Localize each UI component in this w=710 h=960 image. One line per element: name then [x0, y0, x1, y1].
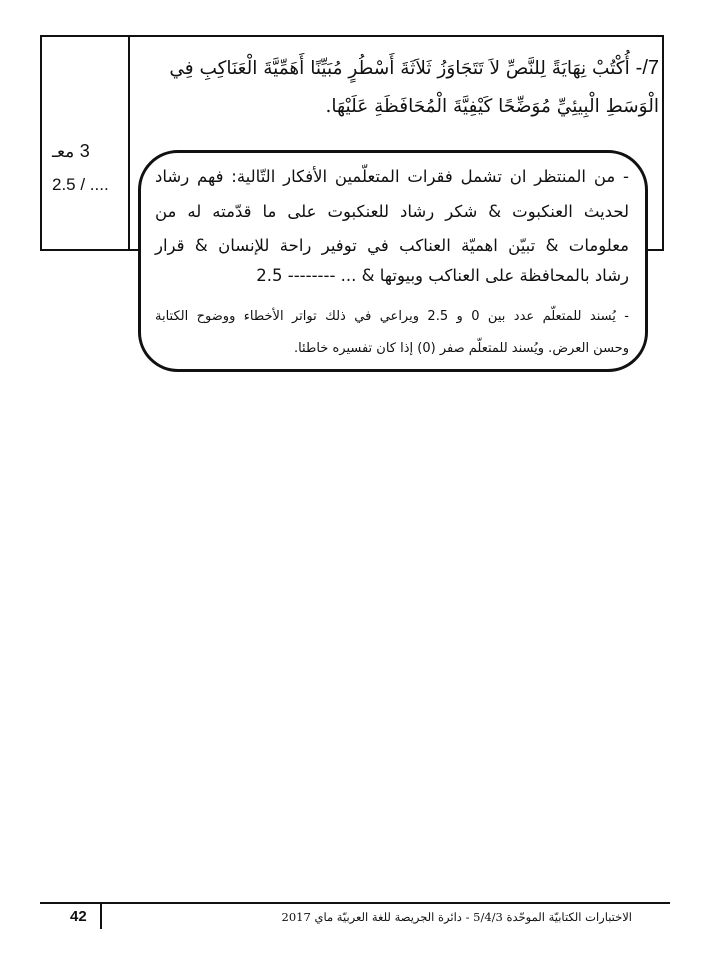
question-text-block — [137, 49, 659, 126]
answer-line-4: رشاد بالمحافظة على العناكب وبيوتها & ... -------- 2.5 — [256, 266, 629, 285]
column-divider — [128, 37, 130, 249]
score-max-value: 3 — [79, 141, 90, 161]
score-obtained: 2.5 / .... — [52, 175, 109, 194]
score-max-label: معـ — [52, 142, 75, 162]
answer-line-2: لحديث العنكبوت & شكر رشاد للعنكبوت على ما قدّمته له من — [155, 202, 629, 221]
grading-note-line-1: - يُسند للمتعلّم عدد بين 0 و 2.5 ويراعي في ذلك تواتر الأخطاء ووضوح الكتابة — [155, 309, 629, 324]
answer-line-1: - من المنتظر ان تشمل فقرات المتعلّمين الأفكار التّالية: فهم رشاد — [155, 167, 629, 186]
score-max — [52, 141, 128, 162]
page-number: 42 — [70, 908, 87, 925]
answer-key-box — [138, 150, 648, 372]
grading-note-line-2: وحسن العرض. ويُسند للمتعلّم صفر (0) إذا كان تفسيره خاطئا. — [293, 341, 629, 356]
footer-caption: الاختبارات الكتابيّة الموحّدة 5/4/3 - دائرة الجريصة للغة العربيّة ماي 2017 — [281, 910, 632, 924]
footer-rule — [40, 902, 670, 904]
question-prompt: أُكْتُبْ نِهَايَةً لِلنَّصِّ لاَ تَتَجَاوَزُ ثَلاَثَةَ أَسْطُرٍ مُبَيِّنًا أَهَمِّيَّةَ الْعَنَاكِبِ فِي الْوَسَطِ الْبِيئِيِّ مُوَضِّحًا كَيْفِيَّةَ الْمُحَافَظَةِ عَلَيْهَا. — [169, 58, 659, 117]
score-column — [42, 37, 128, 249]
question-number: 7/- — [635, 57, 659, 79]
footer-separator — [100, 903, 102, 929]
answer-line-3: معلومات & تبيّن اهميّة العناكب في توفير راحة للإنسان & قرار — [155, 236, 629, 255]
